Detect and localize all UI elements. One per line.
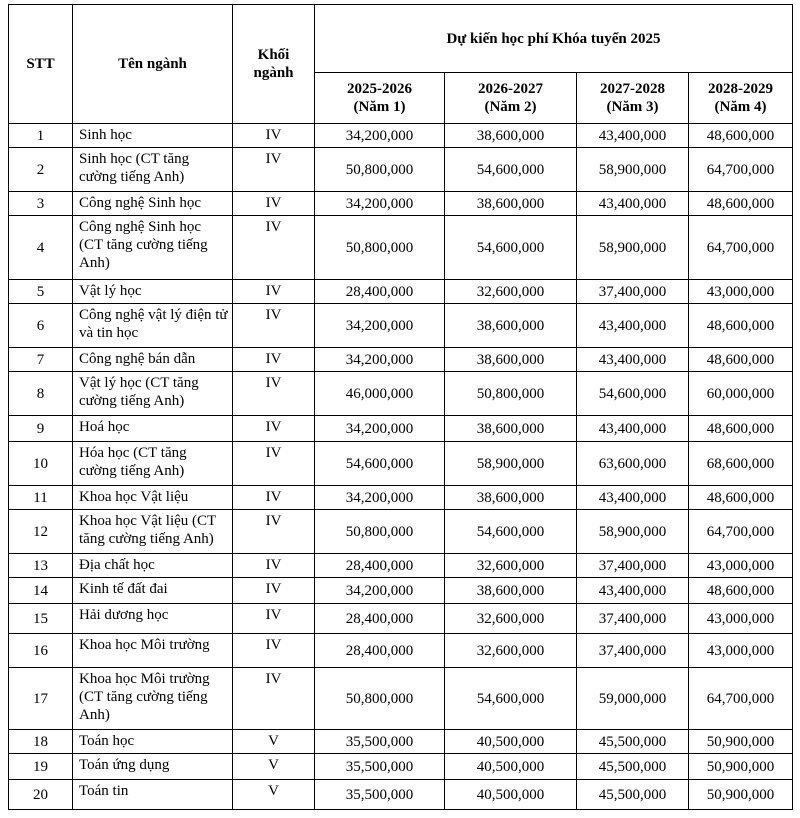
row-group: IV: [233, 148, 315, 192]
row-fee-year-2: 32,600,000: [445, 634, 577, 668]
header-stt: STT: [9, 5, 73, 124]
row-fee-year-3: 37,400,000: [577, 634, 689, 668]
row-group: IV: [233, 372, 315, 416]
row-fee-year-4: 50,900,000: [689, 754, 793, 780]
row-stt: 1: [9, 124, 73, 148]
row-group: IV: [233, 304, 315, 348]
row-stt: 12: [9, 510, 73, 554]
table-row: [9, 486, 793, 510]
row-group: IV: [233, 280, 315, 304]
header-year-2: [445, 73, 577, 124]
row-group: IV: [233, 510, 315, 554]
row-stt: 19: [9, 754, 73, 780]
row-fee-year-1: 35,500,000: [315, 730, 445, 754]
row-fee-year-1: 50,800,000: [315, 216, 445, 280]
row-stt: 17: [9, 668, 73, 730]
table-row: [9, 634, 793, 668]
row-major-name: Sinh học: [73, 124, 233, 148]
row-stt: 11: [9, 486, 73, 510]
row-group: IV: [233, 348, 315, 372]
header-year-4: [689, 73, 793, 124]
row-fee-year-1: 34,200,000: [315, 348, 445, 372]
row-fee-year-2: 40,500,000: [445, 780, 577, 810]
year-3-label: (Năm 3): [606, 99, 659, 115]
row-fee-year-2: 38,600,000: [445, 578, 577, 604]
row-stt: 2: [9, 148, 73, 192]
row-fee-year-3: 43,400,000: [577, 578, 689, 604]
row-fee-year-2: 54,600,000: [445, 668, 577, 730]
row-stt: 20: [9, 780, 73, 810]
row-major-name: Sinh học (CT tăng cường tiếng Anh): [73, 148, 233, 192]
row-group: IV: [233, 442, 315, 486]
row-fee-year-1: 34,200,000: [315, 578, 445, 604]
row-fee-year-2: 38,600,000: [445, 416, 577, 442]
header-year-3: [577, 73, 689, 124]
row-fee-year-1: 54,600,000: [315, 442, 445, 486]
table-body: [9, 124, 793, 810]
row-fee-year-3: 43,400,000: [577, 348, 689, 372]
row-fee-year-1: 34,200,000: [315, 304, 445, 348]
header-fee-title: Dự kiến học phí Khóa tuyển 2025: [315, 5, 793, 73]
table-row: [9, 604, 793, 634]
year-2-label: (Năm 2): [484, 99, 537, 115]
row-fee-year-2: 58,900,000: [445, 442, 577, 486]
row-fee-year-4: 60,000,000: [689, 372, 793, 416]
row-fee-year-3: 37,400,000: [577, 554, 689, 578]
row-fee-year-4: 48,600,000: [689, 578, 793, 604]
row-fee-year-2: 54,600,000: [445, 148, 577, 192]
row-stt: 8: [9, 372, 73, 416]
row-fee-year-2: 32,600,000: [445, 604, 577, 634]
row-group: IV: [233, 604, 315, 634]
row-stt: 3: [9, 192, 73, 216]
row-major-name: Công nghệ vật lý điện tử và tin học: [73, 304, 233, 348]
row-stt: 6: [9, 304, 73, 348]
table-row: [9, 730, 793, 754]
row-fee-year-2: 54,600,000: [445, 510, 577, 554]
row-fee-year-2: 38,600,000: [445, 486, 577, 510]
header-group: [233, 5, 315, 124]
row-fee-year-4: 48,600,000: [689, 348, 793, 372]
table-row: [9, 442, 793, 486]
table-row: [9, 416, 793, 442]
row-fee-year-3: 37,400,000: [577, 280, 689, 304]
row-stt: 5: [9, 280, 73, 304]
year-4-range: 2028-2029: [708, 81, 773, 97]
header-row-top: [9, 5, 793, 73]
row-major-name: Công nghệ Sinh học (CT tăng cường tiếng Anh): [73, 216, 233, 280]
row-major-name: Khoa học Môi trường (CT tăng cường tiếng Anh): [73, 668, 233, 730]
row-stt: 7: [9, 348, 73, 372]
row-major-name: Công nghệ bán dẫn: [73, 348, 233, 372]
row-fee-year-4: 50,900,000: [689, 780, 793, 810]
row-fee-year-1: 34,200,000: [315, 192, 445, 216]
row-fee-year-3: 37,400,000: [577, 604, 689, 634]
tuition-table-container: [8, 4, 793, 810]
table-row: [9, 192, 793, 216]
table-row: [9, 216, 793, 280]
row-fee-year-4: 43,000,000: [689, 554, 793, 578]
year-1-label: (Năm 1): [353, 99, 406, 115]
row-major-name: Hải dương học: [73, 604, 233, 634]
row-major-name: Toán học: [73, 730, 233, 754]
table-row: [9, 280, 793, 304]
row-fee-year-3: 63,600,000: [577, 442, 689, 486]
table-row: [9, 148, 793, 192]
row-fee-year-3: 43,400,000: [577, 416, 689, 442]
row-fee-year-2: 38,600,000: [445, 124, 577, 148]
row-major-name: Toán ứng dụng: [73, 754, 233, 780]
table-row: [9, 510, 793, 554]
row-major-name: Kinh tế đất đai: [73, 578, 233, 604]
row-fee-year-1: 35,500,000: [315, 780, 445, 810]
row-major-name: Toán tin: [73, 780, 233, 810]
table-row: [9, 372, 793, 416]
table-row: [9, 668, 793, 730]
row-fee-year-4: 43,000,000: [689, 634, 793, 668]
row-fee-year-1: 28,400,000: [315, 604, 445, 634]
row-fee-year-4: 64,700,000: [689, 668, 793, 730]
year-2-range: 2026-2027: [478, 81, 543, 97]
row-fee-year-1: 28,400,000: [315, 634, 445, 668]
year-1-range: 2025-2026: [347, 81, 412, 97]
row-fee-year-3: 43,400,000: [577, 124, 689, 148]
row-group: V: [233, 730, 315, 754]
row-major-name: Địa chất học: [73, 554, 233, 578]
row-major-name: Vật lý học: [73, 280, 233, 304]
row-fee-year-2: 32,600,000: [445, 554, 577, 578]
row-stt: 14: [9, 578, 73, 604]
table-row: [9, 348, 793, 372]
row-fee-year-1: 50,800,000: [315, 148, 445, 192]
row-fee-year-3: 43,400,000: [577, 304, 689, 348]
row-fee-year-2: 38,600,000: [445, 192, 577, 216]
row-fee-year-3: 45,500,000: [577, 754, 689, 780]
row-fee-year-1: 34,200,000: [315, 124, 445, 148]
row-fee-year-3: 43,400,000: [577, 486, 689, 510]
row-fee-year-1: 34,200,000: [315, 416, 445, 442]
row-fee-year-4: 43,000,000: [689, 280, 793, 304]
row-fee-year-3: 43,400,000: [577, 192, 689, 216]
table-row: [9, 124, 793, 148]
year-3-range: 2027-2028: [600, 81, 665, 97]
row-group: V: [233, 780, 315, 810]
row-stt: 9: [9, 416, 73, 442]
row-fee-year-4: 64,700,000: [689, 510, 793, 554]
row-fee-year-2: 50,800,000: [445, 372, 577, 416]
row-stt: 15: [9, 604, 73, 634]
row-fee-year-4: 48,600,000: [689, 416, 793, 442]
row-group: V: [233, 754, 315, 780]
row-fee-year-3: 54,600,000: [577, 372, 689, 416]
row-fee-year-1: 50,800,000: [315, 510, 445, 554]
table-row: [9, 578, 793, 604]
row-fee-year-3: 59,000,000: [577, 668, 689, 730]
table-row: [9, 754, 793, 780]
row-major-name: Khoa học Vật liệu (CT tăng cường tiếng Anh): [73, 510, 233, 554]
table-row: [9, 780, 793, 810]
row-group: IV: [233, 416, 315, 442]
row-major-name: Hóa học (CT tăng cường tiếng Anh): [73, 442, 233, 486]
row-group: IV: [233, 554, 315, 578]
row-fee-year-1: 35,500,000: [315, 754, 445, 780]
row-fee-year-2: 32,600,000: [445, 280, 577, 304]
row-major-name: Vật lý học (CT tăng cường tiếng Anh): [73, 372, 233, 416]
row-fee-year-3: 58,900,000: [577, 148, 689, 192]
row-group: IV: [233, 216, 315, 280]
row-group: IV: [233, 124, 315, 148]
header-group-line2: ngành: [253, 65, 294, 81]
row-fee-year-4: 64,700,000: [689, 216, 793, 280]
row-fee-year-1: 50,800,000: [315, 668, 445, 730]
row-fee-year-3: 58,900,000: [577, 216, 689, 280]
table-row: [9, 304, 793, 348]
row-major-name: Công nghệ Sinh học: [73, 192, 233, 216]
row-group: IV: [233, 192, 315, 216]
header-year-1: [315, 73, 445, 124]
row-fee-year-4: 43,000,000: [689, 604, 793, 634]
row-fee-year-2: 38,600,000: [445, 348, 577, 372]
header-major: Tên ngành: [73, 5, 233, 124]
row-stt: 4: [9, 216, 73, 280]
row-fee-year-2: 40,500,000: [445, 754, 577, 780]
row-fee-year-2: 40,500,000: [445, 730, 577, 754]
row-stt: 13: [9, 554, 73, 578]
row-stt: 16: [9, 634, 73, 668]
row-fee-year-4: 48,600,000: [689, 486, 793, 510]
header-group-line1: Khối: [257, 47, 290, 63]
row-fee-year-2: 54,600,000: [445, 216, 577, 280]
row-fee-year-4: 50,900,000: [689, 730, 793, 754]
row-fee-year-4: 68,600,000: [689, 442, 793, 486]
row-fee-year-4: 48,600,000: [689, 124, 793, 148]
row-group: IV: [233, 578, 315, 604]
row-fee-year-4: 48,600,000: [689, 304, 793, 348]
row-fee-year-2: 38,600,000: [445, 304, 577, 348]
row-fee-year-1: 28,400,000: [315, 554, 445, 578]
tuition-table: [8, 4, 793, 810]
row-fee-year-1: 46,000,000: [315, 372, 445, 416]
row-group: IV: [233, 486, 315, 510]
row-fee-year-3: 45,500,000: [577, 780, 689, 810]
row-stt: 10: [9, 442, 73, 486]
row-major-name: Hoá học: [73, 416, 233, 442]
row-major-name: Khoa học Vật liệu: [73, 486, 233, 510]
row-fee-year-1: 28,400,000: [315, 280, 445, 304]
table-header: [9, 5, 793, 124]
row-fee-year-4: 64,700,000: [689, 148, 793, 192]
row-stt: 18: [9, 730, 73, 754]
row-fee-year-1: 34,200,000: [315, 486, 445, 510]
row-fee-year-4: 48,600,000: [689, 192, 793, 216]
table-row: [9, 554, 793, 578]
row-group: IV: [233, 634, 315, 668]
row-fee-year-3: 45,500,000: [577, 730, 689, 754]
year-4-label: (Năm 4): [714, 99, 767, 115]
row-major-name: Khoa học Môi trường: [73, 634, 233, 668]
row-group: IV: [233, 668, 315, 730]
row-fee-year-3: 58,900,000: [577, 510, 689, 554]
